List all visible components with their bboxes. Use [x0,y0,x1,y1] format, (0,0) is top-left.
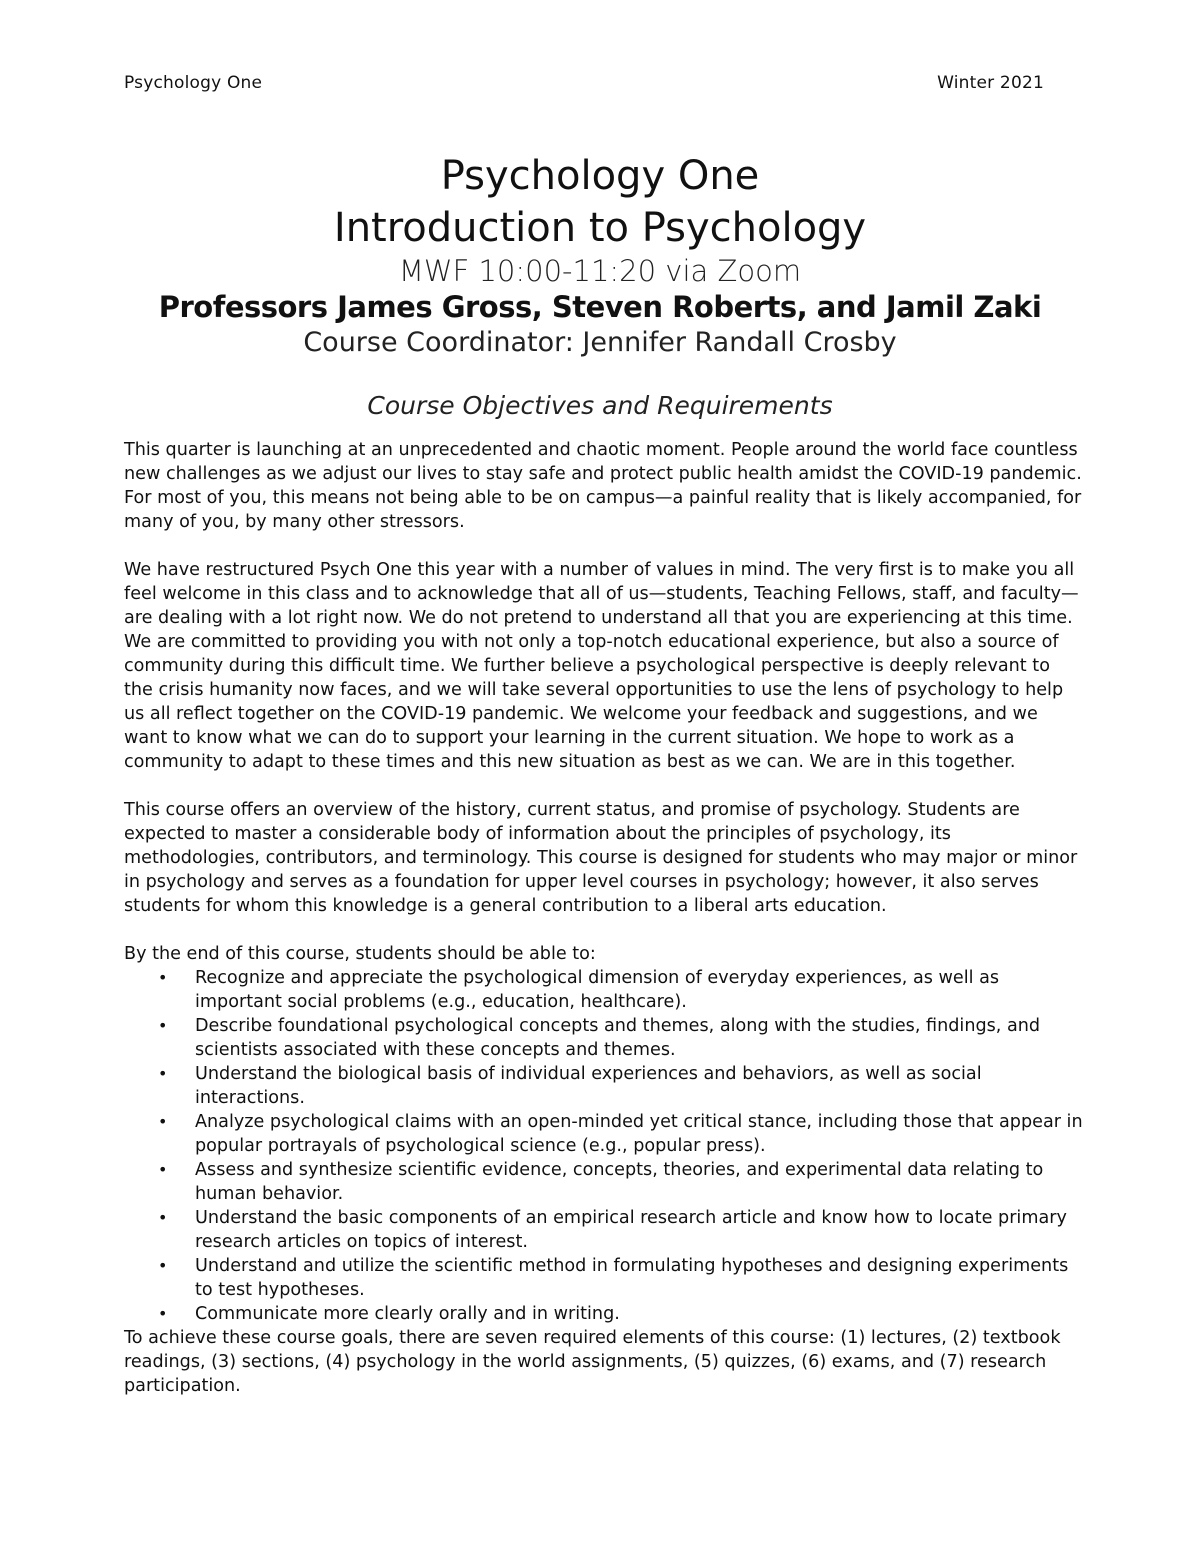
bullet-icon: • [158,1208,168,1227]
list-item [124,1062,1084,1110]
section-heading: Course Objectives and Requirements [367,391,833,420]
list-item [124,1254,1084,1302]
header-term: Winter 2021 [937,73,1044,93]
list-item-text: Assess and synthesize scientific evidence, concepts, theories, and experimental data relating to human behavior. [195,1160,1044,1204]
list-item-text: Understand the biological basis of individual experiences and behaviors, as well as social interactions. [195,1064,982,1108]
objectives-list [124,966,1084,1326]
list-item [124,1014,1084,1062]
running-header [124,73,1044,93]
list-item-text: Analyze psychological claims with an open-minded yet critical stance, including those that appear in popular portrayals of psychological science (e.g., popular press). [195,1112,1083,1156]
list-item-text: Communicate more clearly orally and in writing. [195,1304,620,1324]
body-text [124,438,1084,1398]
list-item [124,966,1084,1014]
bullet-icon: • [158,1016,168,1035]
course-title: Psychology One [440,153,760,199]
course-schedule: MWF 10:00-11:20 via Zoom [398,254,802,288]
list-item [124,1110,1084,1158]
course-coordinator: Course Coordinator: Jennifer Randall Crosby [303,327,897,358]
paragraph-intro: This quarter is launching at an unprecedented and chaotic moment. People around the world face countless new challenges as we adjust our lives to stay safe and protect public health amidst the COVID-19 pandemic. For most of you, this means not being able to be on campus—a painful reality that is likely accompanied, for many of you, by many other stressors. [124,440,1082,532]
list-item [124,1158,1084,1206]
bullet-icon: • [158,1160,168,1179]
list-item-text: Recognize and appreciate the psychological dimension of everyday experiences, as well as important social problems (e.g., education, healthcare). [195,968,1000,1012]
paragraph-overview: This course offers an overview of the history, current status, and promise of psychology. Students are expected to master a considerable body of information about the principles of psychology, its methodologies, contributors, and terminology. This course is designed for students who may major or minor in psychology and serves as a foundation for upper level courses in psychology; however, it also serves students for whom this knowledge is a general contribution to a liberal arts education. [124,800,1078,916]
list-item [124,1206,1084,1254]
list-item [124,1302,1084,1326]
header-course-name: Psychology One [124,73,263,93]
title-block [0,150,1200,360]
course-subtitle: Introduction to Psychology [333,205,867,251]
course-professors: Professors James Gross, Steven Roberts, and Jamil Zaki [158,290,1042,324]
objectives-intro: By the end of this course, students should be able to: [124,944,596,964]
bullet-icon: • [158,1064,168,1083]
bullet-icon: • [158,1304,168,1323]
bullet-icon: • [158,1112,168,1131]
list-item-text: Understand and utilize the scientific method in formulating hypotheses and designing experiments to test hypotheses. [195,1256,1069,1300]
list-item-text: Understand the basic components of an empirical research article and know how to locate primary research articles on topics of interest. [195,1208,1067,1252]
bullet-icon: • [158,968,168,987]
bullet-icon: • [158,1256,168,1275]
paragraph-values: We have restructured Psych One this year with a number of values in mind. The very first is to make you all feel welcome in this class and to acknowledge that all of us—students, Teaching Fellows, staff, and faculty—are dealing with a lot right now. We do not pretend to understand all that you are experiencing at this time. We are committed to providing you with not only a top-notch educational experience, but also a source of community during this difficult time. We further believe a psychological perspective is deeply relevant to the crisis humanity now faces, and we will take several opportunities to use the lens of psychology to help us all reflect together on the COVID-19 pandemic. We welcome your feedback and suggestions, and we want to know what we can do to support your learning in the current situation. We hope to work as a community to adapt to these times and this new situation as best as we can. We are in this together. [124,560,1079,772]
paragraph-closing: To achieve these course goals, there are seven required elements of this course: (1) lectures, (2) textbook readings, (3) sections, (4) psychology in the world assignments, (5) quizzes, (6) exams, and (7) research participation. [124,1328,1061,1396]
list-item-text: Describe foundational psychological concepts and themes, along with the studies, findings, and scientists associated with these concepts and themes. [195,1016,1041,1060]
